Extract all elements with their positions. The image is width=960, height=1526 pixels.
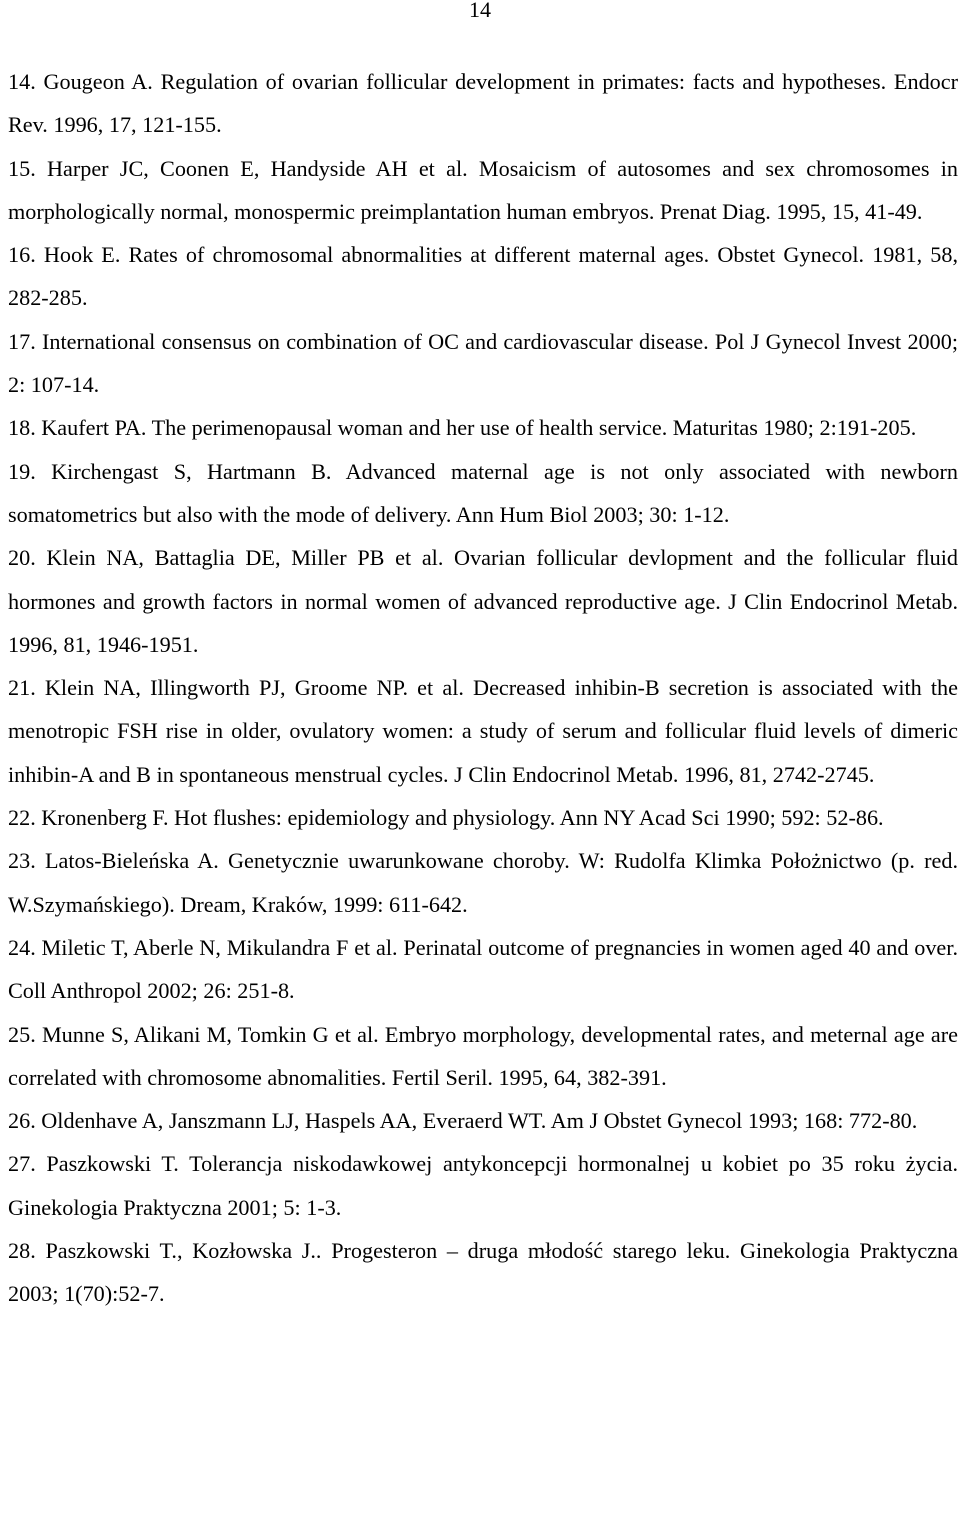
reference-item: 15. Harper JC, Coonen E, Handyside AH et al. Mosaicism of autosomes and sex chromosomes in morphologically normal, monospermic preimplantation human embryos. Prenat Diag. 1995, 15, 41-49. (8, 155, 958, 224)
reference-item: 17. International consensus on combination of OC and cardiovascular disease. Pol J Gynecol Invest 2000; 2: 107-14. (8, 328, 958, 398)
page-number: 14 (469, 0, 491, 22)
reference-item: 22. Kronenberg F. Hot flushes: epidemiology and physiology. Ann NY Acad Sci 1990; 592: 52-86. (8, 805, 884, 831)
reference-item: 14. Gougeon A. Regulation of ovarian follicular development in primates: facts and hypotheses. Endocr Rev. 1996, 17, 121-155. (8, 69, 958, 138)
reference-item: 21. Klein NA, Illingworth PJ, Groome NP. et al. Decreased inhibin-B secretion is associated with the menotropic FSH rise in older, ovulatory women: a study of serum and follicular fluid levels of dimeric inhibin-A and B in spontaneous menstrual cycles. J Clin Endocrinol Metab. 1996, 81, 2742-2745. (8, 675, 958, 787)
reference-list (8, 60, 958, 1316)
reference-item: 16. Hook E. Rates of chromosomal abnormalities at different maternal ages. Obstet Gynecol. 1981, 58, 282-285. (8, 242, 958, 311)
reference-item: 26. Oldenhave A, Janszmann LJ, Haspels AA, Everaerd WT. Am J Obstet Gynecol 1993; 168: 772-80. (8, 1108, 918, 1134)
reference-item: 25. Munne S, Alikani M, Tomkin G et al. Embryo morphology, developmental rates, and meternal age are correlated with chromosome abnomalities. Fertil Seril. 1995, 64, 382-391. (8, 1021, 958, 1090)
reference-item: 19. Kirchengast S, Hartmann B. Advanced maternal age is not only associated with newborn somatometrics but also with the mode of delivery. Ann Hum Biol 2003; 30: 1-12. (8, 458, 958, 527)
reference-item: 18. Kaufert PA. The perimenopausal woman and her use of health service. Maturitas 1980; 2:191-205. (8, 415, 917, 441)
reference-item: 28. Paszkowski T., Kozłowska J.. Progesteron – druga młodość starego leku. Ginekologia Praktyczna 2003; 1(70):52-7. (8, 1238, 958, 1307)
reference-item: 24. Miletic T, Aberle N, Mikulandra F et al. Perinatal outcome of pregnancies in women aged 40 and over. Coll Anthropol 2002; 26: 251-8. (8, 934, 958, 1004)
reference-item: 27. Paszkowski T. Tolerancja niskodawkowej antykoncepcji hormonalnej u kobiet po 35 roku życia. Ginekologia Praktyczna 2001; 5: 1-3. (8, 1151, 958, 1220)
reference-item: 23. Latos-Bieleńska A. Genetycznie uwarunkowane choroby. W: Rudolfa Klimka Położnictwo (p. red. W.Szymańskiego). Dream, Kraków, 1999: 611-642. (8, 848, 958, 917)
reference-item: 20. Klein NA, Battaglia DE, Miller PB et al. Ovarian follicular devlopment and the follicular fluid hormones and growth factors in normal women of advanced reproductive age. J Clin Endocrinol Metab. 1996, 81, 1946-1951. (8, 545, 958, 657)
